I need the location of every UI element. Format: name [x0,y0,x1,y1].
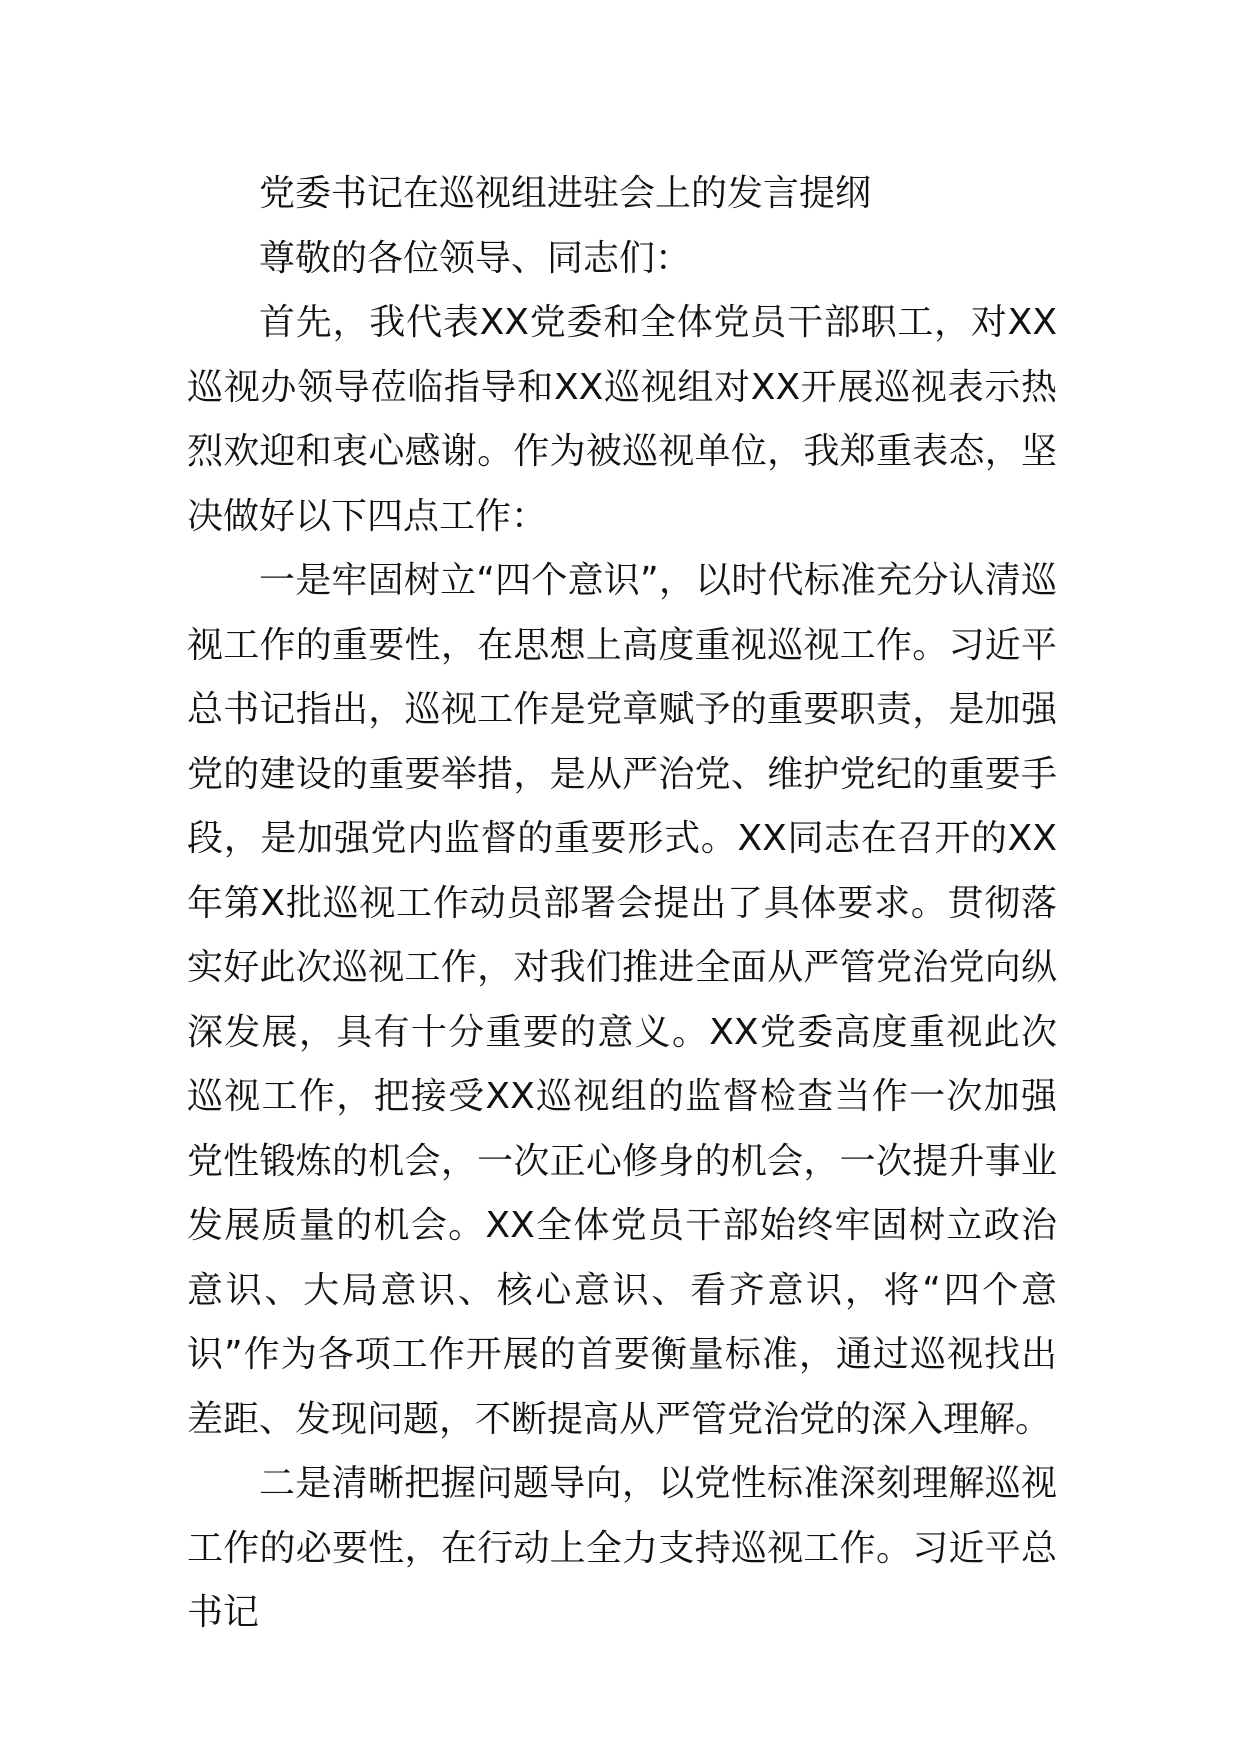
salutation: 尊敬的各位领导、同志们： [259,237,692,279]
paragraph-point-two: 二是清晰把握问题导向，以党性标准深刻理解巡视工作的必要性，在行动上全力支持巡视工作。习近平总书记 [187,1463,1057,1633]
document-title: 党委书记在巡视组进驻会上的发言提纲 [259,173,872,214]
document-body [187,162,1057,1646]
paragraph-opening: 首先，我代表XX党委和全体党员干部职工，对XX巡视办领导莅临指导和XX巡视组对XX开展巡视表示热烈欢迎和衷心感谢。作为被巡视单位，我郑重表态，坚决做好以下四点工作： [187,302,1057,537]
paragraph-point-one: 一是牢固树立“四个意识”，以时代标准充分认清巡视工作的重要性，在思想上高度重视巡视工作。习近平总书记指出，巡视工作是党章赋予的重要职责，是加强党的建设的重要举措，是从严治党、维护党纪的重要手段，是加强党内监督的重要形式。XX同志在召开的XX年第X批巡视工作动员部署会提出了具体要求。贯彻落实好此次巡视工作，对我们推进全面从严管党治党向纵深发展，具有十分重要的意义。XX党委高度重视此次巡视工作，把接受XX巡视组的监督检查当作一次加强党性锻炼的机会，一次正心修身的机会，一次提升事业发展质量的机会。XX全体党员干部始终牢固树立政治意识、大局意识、核心意识、看齐意识，将“四个意识”作为各项工作开展的首要衡量标准，通过巡视找出差距、发现问题，不断提高从严管党治党的深入理解。 [187,560,1057,1440]
